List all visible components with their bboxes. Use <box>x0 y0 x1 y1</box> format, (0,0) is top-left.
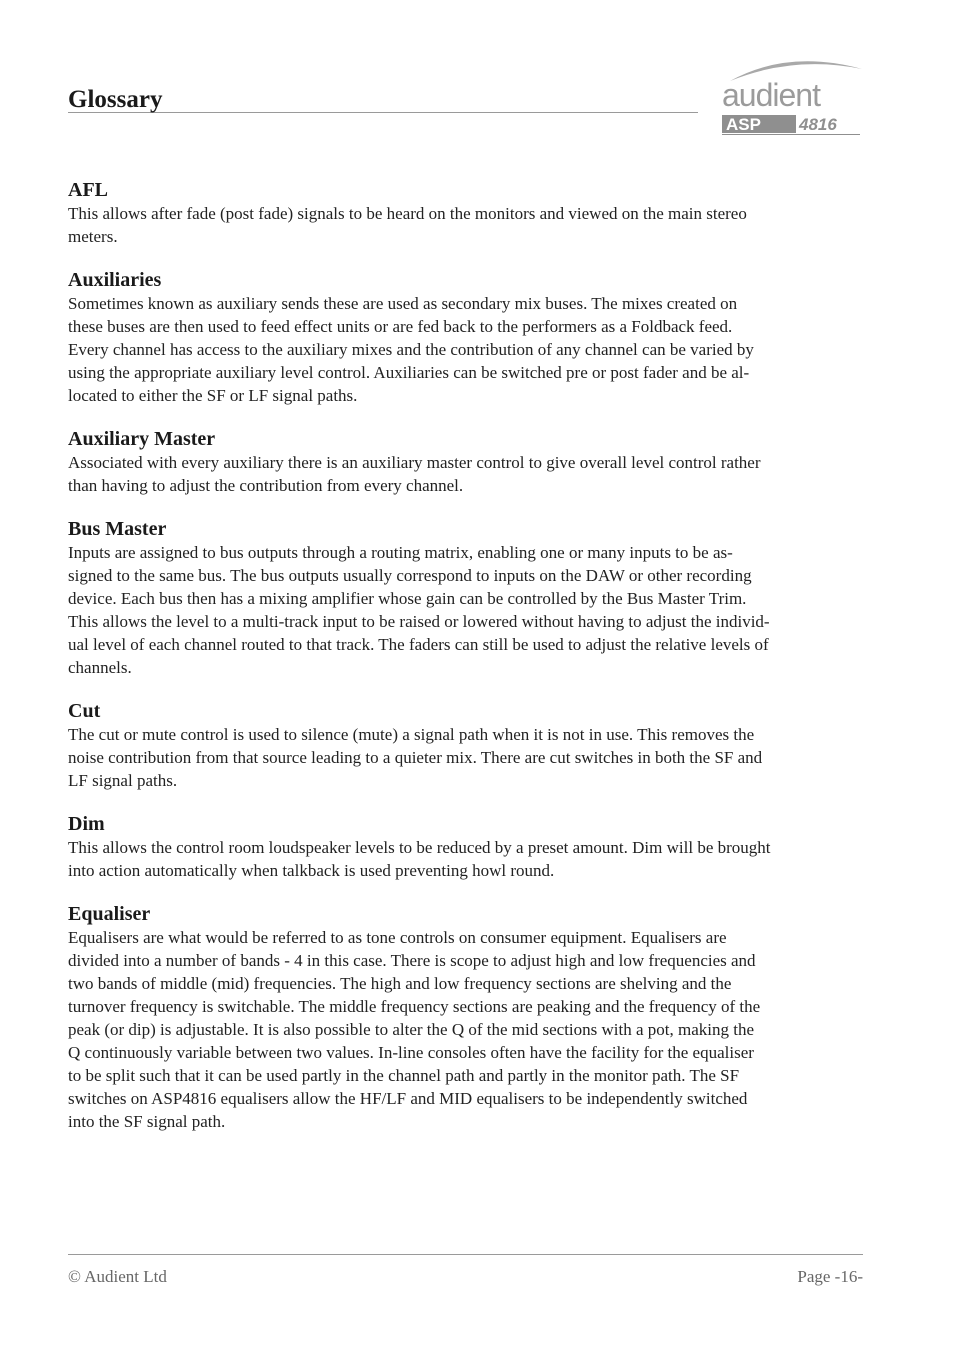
logo-model-prefix: ASP <box>726 115 761 134</box>
logo-underline <box>722 134 860 135</box>
glossary-entry-auxiliary-master <box>68 427 868 497</box>
glossary-term: Bus Master <box>68 518 167 540</box>
glossary-definition: This allows after fade (post fade) signals to be heard on the monitors and viewed on the main stereo meters. <box>68 204 747 246</box>
glossary-definition: Associated with every auxiliary there is an auxiliary master control to give overall level control rather than having to adjust the contribution from every channel. <box>68 453 761 495</box>
page-header <box>68 82 698 113</box>
glossary-entry-equaliser <box>68 902 868 1133</box>
glossary-definition: Sometimes known as auxiliary sends these are used as secondary mix buses. The mixes created on these buses are then used to feed effect units or are fed back to the performers as a Foldback feed. Every channel has access to the auxiliary mixes and the contribution of any channel can be varied by using the appropriate auxiliary level control. Auxiliaries can be switched pre or post fader and be al- located to either the SF or LF signal paths. <box>68 294 754 405</box>
glossary-entry-bus-master <box>68 517 868 679</box>
logo-model-number: 4816 <box>799 115 837 134</box>
glossary-definition: This allows the control room loudspeaker levels to be reduced by a preset amount. Dim will be brought into action automatically when talkback is used preventing howl round. <box>68 838 771 880</box>
glossary-term: Auxiliary Master <box>68 428 216 450</box>
glossary-term: Auxiliaries <box>68 269 162 291</box>
glossary-definition: The cut or mute control is used to silence (mute) a signal path when it is not in use. This removes the noise contribution from that source leading to a quieter mix. There are cut switches in both the SF and LF signal paths. <box>68 725 763 790</box>
glossary-content <box>68 178 868 1153</box>
footer-copyright: © Audient Ltd <box>68 1267 167 1286</box>
logo-brand-text: audient <box>722 77 820 113</box>
glossary-entry-auxiliaries <box>68 268 868 407</box>
glossary-definition: Inputs are assigned to bus outputs through a routing matrix, enabling one or many inputs to be as- signed to the same bus. The bus outputs usually correspond to inputs on the DAW or other recording device. Each bus then has a mixing amplifier whose gain can be controlled by the Bus Master Trim. This allows the level to a multi-track input to be raised or lowered without having to adjust the individ- ual level of each channel routed to that track. The faders can still be used to adjust the relative levels of channels. <box>68 543 770 677</box>
glossary-definition: Equalisers are what would be referred to as tone controls on consumer equipment. Equalisers are divided into a number of bands - 4 in this case. There is scope to adjust high and low frequencies and two bands of middle (mid) frequencies. The high and low frequency sections are shelving and the turnover frequency is switchable. The middle frequency sections are peaking and the frequency of the peak (or dip) is adjustable. It is also possible to alter the Q of the mid sections with a pot, making the Q continuously variable between two values. In-line consoles often have the facility for the equaliser to be split such that it can be used partly in the channel path and partly in the monitor path. The SF switches on ASP4816 equalisers allow the HF/LF and MID equalisers to be independently switched into the SF signal path. <box>68 928 761 1131</box>
footer-page-number: Page -16- <box>797 1267 863 1286</box>
audient-asp4816-logo <box>718 55 866 135</box>
footer-divider <box>68 1254 863 1255</box>
glossary-entry-cut <box>68 699 868 792</box>
glossary-entry-dim <box>68 812 868 882</box>
page-title: Glossary <box>68 86 163 113</box>
glossary-term: Equaliser <box>68 903 151 925</box>
glossary-term: Dim <box>68 813 105 835</box>
glossary-term: Cut <box>68 700 101 722</box>
glossary-entry-afl <box>68 178 868 248</box>
glossary-term: AFL <box>68 179 108 201</box>
